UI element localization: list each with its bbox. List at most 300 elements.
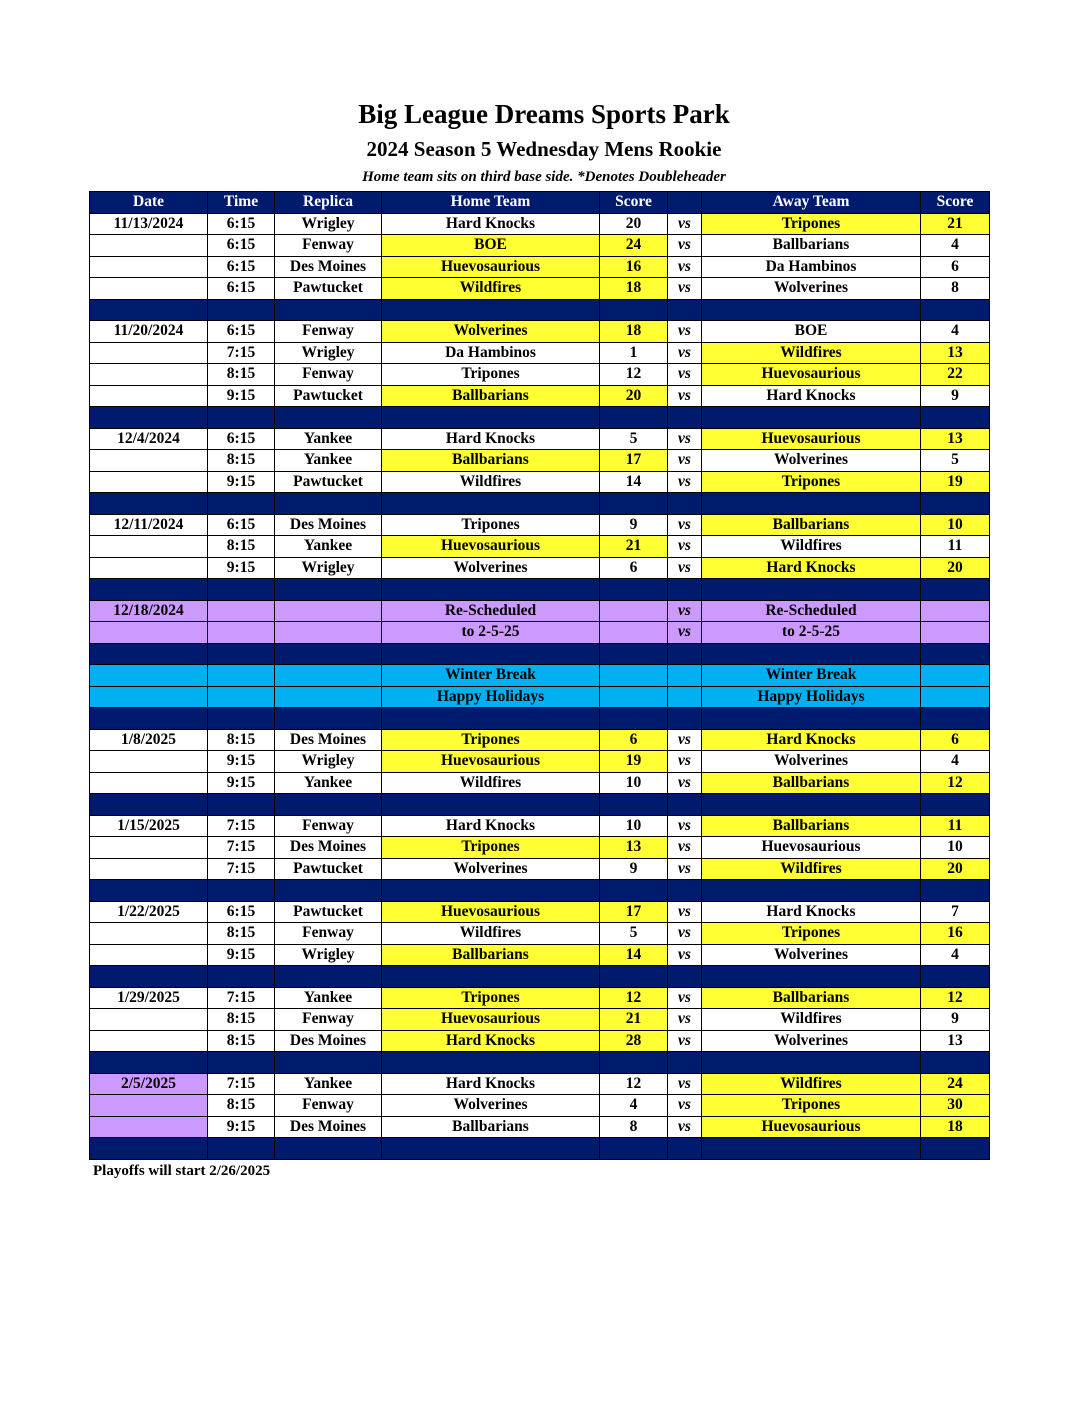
separator-cell bbox=[600, 794, 668, 816]
separator-cell bbox=[921, 579, 990, 601]
separator-cell bbox=[668, 579, 702, 601]
home-score-cell: 19 bbox=[600, 751, 668, 773]
home-team-cell: Ballbarians bbox=[382, 1116, 600, 1138]
vs-cell: vs bbox=[668, 815, 702, 837]
away-score-cell: 8 bbox=[921, 278, 990, 300]
separator-cell bbox=[382, 794, 600, 816]
separator-cell bbox=[208, 407, 275, 429]
resched-row bbox=[90, 600, 990, 622]
replica-cell: Yankee bbox=[275, 1073, 382, 1095]
home-team-cell: Wolverines bbox=[382, 557, 600, 579]
vs-cell: vs bbox=[668, 858, 702, 880]
date-cell: 2/5/2025 bbox=[90, 1073, 208, 1095]
separator-cell bbox=[208, 643, 275, 665]
separator-cell bbox=[921, 708, 990, 730]
away-team-cell: Ballbarians bbox=[702, 772, 921, 794]
date-cell bbox=[90, 858, 208, 880]
time-cell: 7:15 bbox=[208, 858, 275, 880]
away-team-cell: Wolverines bbox=[702, 278, 921, 300]
home-score-cell bbox=[600, 686, 668, 708]
away-team-cell: Wolverines bbox=[702, 944, 921, 966]
date-cell bbox=[90, 385, 208, 407]
time-cell: 9:15 bbox=[208, 557, 275, 579]
date-cell bbox=[90, 923, 208, 945]
home-score-cell: 12 bbox=[600, 1073, 668, 1095]
separator-cell bbox=[702, 880, 921, 902]
vs-cell: vs bbox=[668, 536, 702, 558]
away-team-cell: Huevosaurious bbox=[702, 1116, 921, 1138]
resched-row bbox=[90, 622, 990, 644]
home-team-cell: Ballbarians bbox=[382, 944, 600, 966]
away-score-cell bbox=[921, 600, 990, 622]
home-team-cell: Hard Knocks bbox=[382, 1030, 600, 1052]
separator-cell bbox=[275, 299, 382, 321]
separator-cell bbox=[90, 579, 208, 601]
home-team-cell: Tripones bbox=[382, 364, 600, 386]
separator-cell bbox=[921, 1138, 990, 1160]
game-row bbox=[90, 1009, 990, 1031]
game-row bbox=[90, 321, 990, 343]
away-score-cell: 13 bbox=[921, 1030, 990, 1052]
home-team-cell: Winter Break bbox=[382, 665, 600, 687]
separator-cell bbox=[275, 493, 382, 515]
date-cell bbox=[90, 772, 208, 794]
replica-cell: Wrigley bbox=[275, 751, 382, 773]
header-away-score: Score bbox=[921, 192, 990, 214]
vs-cell: vs bbox=[668, 1116, 702, 1138]
game-row bbox=[90, 1073, 990, 1095]
header-home-team: Home Team bbox=[382, 192, 600, 214]
away-team-cell: Wildfires bbox=[702, 536, 921, 558]
separator-cell bbox=[208, 493, 275, 515]
game-row bbox=[90, 944, 990, 966]
holiday-row bbox=[90, 665, 990, 687]
home-team-cell: Tripones bbox=[382, 837, 600, 859]
game-row bbox=[90, 256, 990, 278]
separator-cell bbox=[90, 1052, 208, 1074]
separator-row bbox=[90, 643, 990, 665]
separator-cell bbox=[208, 299, 275, 321]
time-cell: 9:15 bbox=[208, 751, 275, 773]
time-cell: 8:15 bbox=[208, 450, 275, 472]
separator-cell bbox=[702, 708, 921, 730]
home-score-cell: 8 bbox=[600, 1116, 668, 1138]
date-cell bbox=[90, 450, 208, 472]
away-team-cell: Re-Scheduled bbox=[702, 600, 921, 622]
home-score-cell bbox=[600, 600, 668, 622]
time-cell: 8:15 bbox=[208, 1030, 275, 1052]
game-row bbox=[90, 901, 990, 923]
time-cell: 6:15 bbox=[208, 278, 275, 300]
separator-cell bbox=[275, 1052, 382, 1074]
away-score-cell: 10 bbox=[921, 837, 990, 859]
date-cell bbox=[90, 557, 208, 579]
header-date: Date bbox=[90, 192, 208, 214]
header-vs bbox=[668, 192, 702, 214]
home-score-cell: 20 bbox=[600, 213, 668, 235]
schedule-note: Home team sits on third base side. *Denotes Doubleheader bbox=[362, 169, 726, 185]
date-cell: 12/11/2024 bbox=[90, 514, 208, 536]
separator-cell bbox=[668, 880, 702, 902]
vs-cell: vs bbox=[668, 450, 702, 472]
away-score-cell: 6 bbox=[921, 256, 990, 278]
time-cell: 6:15 bbox=[208, 321, 275, 343]
game-row bbox=[90, 837, 990, 859]
separator-cell bbox=[702, 493, 921, 515]
date-cell bbox=[90, 342, 208, 364]
away-team-cell: Huevosaurious bbox=[702, 428, 921, 450]
home-team-cell: Wolverines bbox=[382, 321, 600, 343]
game-row bbox=[90, 536, 990, 558]
replica-cell: Yankee bbox=[275, 987, 382, 1009]
away-score-cell: 4 bbox=[921, 751, 990, 773]
time-cell: 6:15 bbox=[208, 514, 275, 536]
away-team-cell: Hard Knocks bbox=[702, 901, 921, 923]
home-score-cell: 5 bbox=[600, 428, 668, 450]
separator-cell bbox=[208, 708, 275, 730]
replica-cell: Wrigley bbox=[275, 213, 382, 235]
home-score-cell: 17 bbox=[600, 901, 668, 923]
replica-cell: Pawtucket bbox=[275, 385, 382, 407]
separator-row bbox=[90, 966, 990, 988]
separator-cell bbox=[382, 579, 600, 601]
away-team-cell: Wildfires bbox=[702, 858, 921, 880]
separator-cell bbox=[702, 407, 921, 429]
home-team-cell: Wildfires bbox=[382, 278, 600, 300]
separator-cell bbox=[668, 794, 702, 816]
separator-cell bbox=[382, 299, 600, 321]
away-team-cell: Huevosaurious bbox=[702, 364, 921, 386]
separator-cell bbox=[382, 407, 600, 429]
vs-cell: vs bbox=[668, 1009, 702, 1031]
away-team-cell: Ballbarians bbox=[702, 514, 921, 536]
separator-cell bbox=[668, 708, 702, 730]
away-team-cell: Wildfires bbox=[702, 1009, 921, 1031]
separator-cell bbox=[208, 794, 275, 816]
separator-cell bbox=[90, 407, 208, 429]
separator-row bbox=[90, 407, 990, 429]
away-score-cell: 16 bbox=[921, 923, 990, 945]
replica-cell: Pawtucket bbox=[275, 471, 382, 493]
home-team-cell: Wolverines bbox=[382, 1095, 600, 1117]
away-team-cell: to 2-5-25 bbox=[702, 622, 921, 644]
replica-cell: Des Moines bbox=[275, 729, 382, 751]
time-cell: 9:15 bbox=[208, 471, 275, 493]
game-row bbox=[90, 815, 990, 837]
game-row bbox=[90, 557, 990, 579]
game-row bbox=[90, 428, 990, 450]
separator-cell bbox=[668, 643, 702, 665]
away-score-cell: 24 bbox=[921, 1073, 990, 1095]
separator-cell bbox=[921, 1052, 990, 1074]
game-row bbox=[90, 1116, 990, 1138]
home-team-cell: Hard Knocks bbox=[382, 213, 600, 235]
away-score-cell: 10 bbox=[921, 514, 990, 536]
vs-cell: vs bbox=[668, 235, 702, 257]
replica-cell: Des Moines bbox=[275, 1030, 382, 1052]
separator-cell bbox=[702, 579, 921, 601]
time-cell: 8:15 bbox=[208, 536, 275, 558]
home-score-cell: 4 bbox=[600, 1095, 668, 1117]
replica-cell: Wrigley bbox=[275, 342, 382, 364]
home-team-cell: Happy Holidays bbox=[382, 686, 600, 708]
home-score-cell: 6 bbox=[600, 557, 668, 579]
separator-cell bbox=[600, 1052, 668, 1074]
away-team-cell: Wolverines bbox=[702, 450, 921, 472]
away-team-cell: Tripones bbox=[702, 213, 921, 235]
game-row bbox=[90, 213, 990, 235]
separator-cell bbox=[275, 643, 382, 665]
home-score-cell: 24 bbox=[600, 235, 668, 257]
home-team-cell: Hard Knocks bbox=[382, 428, 600, 450]
away-score-cell: 20 bbox=[921, 858, 990, 880]
away-score-cell: 13 bbox=[921, 342, 990, 364]
home-team-cell: Re-Scheduled bbox=[382, 600, 600, 622]
page-subtitle: 2024 Season 5 Wednesday Mens Rookie bbox=[366, 137, 722, 161]
away-team-cell: Huevosaurious bbox=[702, 837, 921, 859]
date-cell: 1/29/2025 bbox=[90, 987, 208, 1009]
replica-cell: Fenway bbox=[275, 815, 382, 837]
date-cell: 12/18/2024 bbox=[90, 600, 208, 622]
vs-cell: vs bbox=[668, 256, 702, 278]
time-cell bbox=[208, 622, 275, 644]
replica-cell: Des Moines bbox=[275, 1116, 382, 1138]
home-score-cell: 14 bbox=[600, 944, 668, 966]
vs-cell: vs bbox=[668, 1030, 702, 1052]
date-cell bbox=[90, 837, 208, 859]
game-row bbox=[90, 450, 990, 472]
replica-cell: Pawtucket bbox=[275, 901, 382, 923]
separator-row bbox=[90, 708, 990, 730]
separator-row bbox=[90, 1052, 990, 1074]
separator-cell bbox=[275, 880, 382, 902]
date-cell bbox=[90, 1030, 208, 1052]
page-title: Big League Dreams Sports Park bbox=[358, 99, 730, 129]
schedule-body bbox=[90, 213, 990, 1159]
replica-cell: Yankee bbox=[275, 536, 382, 558]
vs-cell: vs bbox=[668, 1095, 702, 1117]
separator-cell bbox=[275, 708, 382, 730]
time-cell: 9:15 bbox=[208, 944, 275, 966]
home-score-cell: 10 bbox=[600, 815, 668, 837]
away-team-cell: Tripones bbox=[702, 1095, 921, 1117]
away-team-cell: Ballbarians bbox=[702, 815, 921, 837]
vs-cell: vs bbox=[668, 385, 702, 407]
home-score-cell: 28 bbox=[600, 1030, 668, 1052]
date-cell bbox=[90, 1095, 208, 1117]
home-team-cell: BOE bbox=[382, 235, 600, 257]
time-cell: 6:15 bbox=[208, 901, 275, 923]
away-team-cell: Wolverines bbox=[702, 751, 921, 773]
vs-cell: vs bbox=[668, 321, 702, 343]
separator-cell bbox=[382, 966, 600, 988]
date-cell bbox=[90, 235, 208, 257]
separator-cell bbox=[600, 643, 668, 665]
home-score-cell: 17 bbox=[600, 450, 668, 472]
home-score-cell bbox=[600, 665, 668, 687]
game-row bbox=[90, 729, 990, 751]
date-cell: 1/22/2025 bbox=[90, 901, 208, 923]
separator-cell bbox=[382, 493, 600, 515]
away-team-cell: Tripones bbox=[702, 923, 921, 945]
vs-cell bbox=[668, 665, 702, 687]
game-row bbox=[90, 342, 990, 364]
home-team-cell: Tripones bbox=[382, 514, 600, 536]
header-replica: Replica bbox=[275, 192, 382, 214]
vs-cell bbox=[668, 686, 702, 708]
away-score-cell: 19 bbox=[921, 471, 990, 493]
away-score-cell: 7 bbox=[921, 901, 990, 923]
vs-cell: vs bbox=[668, 213, 702, 235]
home-score-cell: 14 bbox=[600, 471, 668, 493]
separator-row bbox=[90, 794, 990, 816]
separator-cell bbox=[90, 708, 208, 730]
home-score-cell: 5 bbox=[600, 923, 668, 945]
home-score-cell: 9 bbox=[600, 514, 668, 536]
separator-cell bbox=[702, 1138, 921, 1160]
vs-cell: vs bbox=[668, 278, 702, 300]
separator-cell bbox=[208, 880, 275, 902]
vs-cell: vs bbox=[668, 837, 702, 859]
home-team-cell: Wolverines bbox=[382, 858, 600, 880]
date-cell bbox=[90, 364, 208, 386]
date-cell: 11/13/2024 bbox=[90, 213, 208, 235]
time-cell bbox=[208, 600, 275, 622]
separator-cell bbox=[382, 1138, 600, 1160]
time-cell: 9:15 bbox=[208, 385, 275, 407]
away-score-cell: 30 bbox=[921, 1095, 990, 1117]
date-cell bbox=[90, 686, 208, 708]
separator-cell bbox=[275, 794, 382, 816]
replica-cell: Wrigley bbox=[275, 944, 382, 966]
game-row bbox=[90, 364, 990, 386]
date-cell bbox=[90, 471, 208, 493]
separator-cell bbox=[702, 1052, 921, 1074]
separator-cell bbox=[600, 1138, 668, 1160]
game-row bbox=[90, 1095, 990, 1117]
separator-cell bbox=[668, 1138, 702, 1160]
away-score-cell: 4 bbox=[921, 321, 990, 343]
away-score-cell: 18 bbox=[921, 1116, 990, 1138]
time-cell: 8:15 bbox=[208, 364, 275, 386]
separator-cell bbox=[921, 880, 990, 902]
home-team-cell: Wildfires bbox=[382, 772, 600, 794]
away-score-cell bbox=[921, 686, 990, 708]
away-score-cell: 9 bbox=[921, 385, 990, 407]
separator-cell bbox=[668, 407, 702, 429]
time-cell: 7:15 bbox=[208, 342, 275, 364]
separator-cell bbox=[208, 579, 275, 601]
header-home-score: Score bbox=[600, 192, 668, 214]
time-cell: 8:15 bbox=[208, 1095, 275, 1117]
vs-cell: vs bbox=[668, 901, 702, 923]
header-row bbox=[90, 192, 990, 214]
separator-cell bbox=[600, 966, 668, 988]
away-team-cell: Wildfires bbox=[702, 1073, 921, 1095]
replica-cell: Yankee bbox=[275, 428, 382, 450]
home-score-cell: 21 bbox=[600, 536, 668, 558]
home-team-cell: Tripones bbox=[382, 987, 600, 1009]
away-score-cell: 11 bbox=[921, 815, 990, 837]
separator-row bbox=[90, 880, 990, 902]
separator-row bbox=[90, 493, 990, 515]
home-score-cell: 18 bbox=[600, 321, 668, 343]
replica-cell: Fenway bbox=[275, 235, 382, 257]
replica-cell bbox=[275, 665, 382, 687]
separator-cell bbox=[702, 794, 921, 816]
vs-cell: vs bbox=[668, 944, 702, 966]
home-score-cell: 9 bbox=[600, 858, 668, 880]
time-cell: 8:15 bbox=[208, 1009, 275, 1031]
separator-cell bbox=[600, 493, 668, 515]
home-team-cell: Huevosaurious bbox=[382, 536, 600, 558]
replica-cell: Fenway bbox=[275, 1095, 382, 1117]
replica-cell: Wrigley bbox=[275, 557, 382, 579]
home-score-cell: 20 bbox=[600, 385, 668, 407]
time-cell: 7:15 bbox=[208, 815, 275, 837]
vs-cell: vs bbox=[668, 342, 702, 364]
date-cell bbox=[90, 1009, 208, 1031]
date-cell: 12/4/2024 bbox=[90, 428, 208, 450]
home-score-cell: 1 bbox=[600, 342, 668, 364]
away-team-cell: Winter Break bbox=[702, 665, 921, 687]
replica-cell: Fenway bbox=[275, 364, 382, 386]
away-team-cell: Hard Knocks bbox=[702, 385, 921, 407]
separator-cell bbox=[921, 794, 990, 816]
replica-cell: Des Moines bbox=[275, 837, 382, 859]
time-cell: 9:15 bbox=[208, 1116, 275, 1138]
game-row bbox=[90, 278, 990, 300]
replica-cell: Des Moines bbox=[275, 256, 382, 278]
separator-cell bbox=[90, 794, 208, 816]
away-team-cell: Hard Knocks bbox=[702, 557, 921, 579]
header-time: Time bbox=[208, 192, 275, 214]
time-cell: 8:15 bbox=[208, 923, 275, 945]
separator-cell bbox=[702, 966, 921, 988]
time-cell: 7:15 bbox=[208, 1073, 275, 1095]
home-score-cell: 6 bbox=[600, 729, 668, 751]
separator-cell bbox=[382, 643, 600, 665]
replica-cell bbox=[275, 600, 382, 622]
separator-cell bbox=[90, 966, 208, 988]
home-team-cell: Da Hambinos bbox=[382, 342, 600, 364]
home-team-cell: to 2-5-25 bbox=[382, 622, 600, 644]
date-cell bbox=[90, 256, 208, 278]
time-cell: 6:15 bbox=[208, 213, 275, 235]
away-score-cell: 12 bbox=[921, 772, 990, 794]
away-team-cell: Ballbarians bbox=[702, 987, 921, 1009]
header-away-team: Away Team bbox=[702, 192, 921, 214]
home-score-cell: 12 bbox=[600, 987, 668, 1009]
separator-cell bbox=[600, 708, 668, 730]
home-team-cell: Huevosaurious bbox=[382, 751, 600, 773]
holiday-row bbox=[90, 686, 990, 708]
home-team-cell: Huevosaurious bbox=[382, 901, 600, 923]
away-score-cell: 20 bbox=[921, 557, 990, 579]
away-score-cell bbox=[921, 665, 990, 687]
home-team-cell: Ballbarians bbox=[382, 385, 600, 407]
separator-cell bbox=[921, 966, 990, 988]
separator-row bbox=[90, 579, 990, 601]
date-cell bbox=[90, 536, 208, 558]
vs-cell: vs bbox=[668, 729, 702, 751]
vs-cell: vs bbox=[668, 557, 702, 579]
away-score-cell: 4 bbox=[921, 235, 990, 257]
replica-cell: Yankee bbox=[275, 772, 382, 794]
home-team-cell: Huevosaurious bbox=[382, 256, 600, 278]
game-row bbox=[90, 385, 990, 407]
game-row bbox=[90, 751, 990, 773]
